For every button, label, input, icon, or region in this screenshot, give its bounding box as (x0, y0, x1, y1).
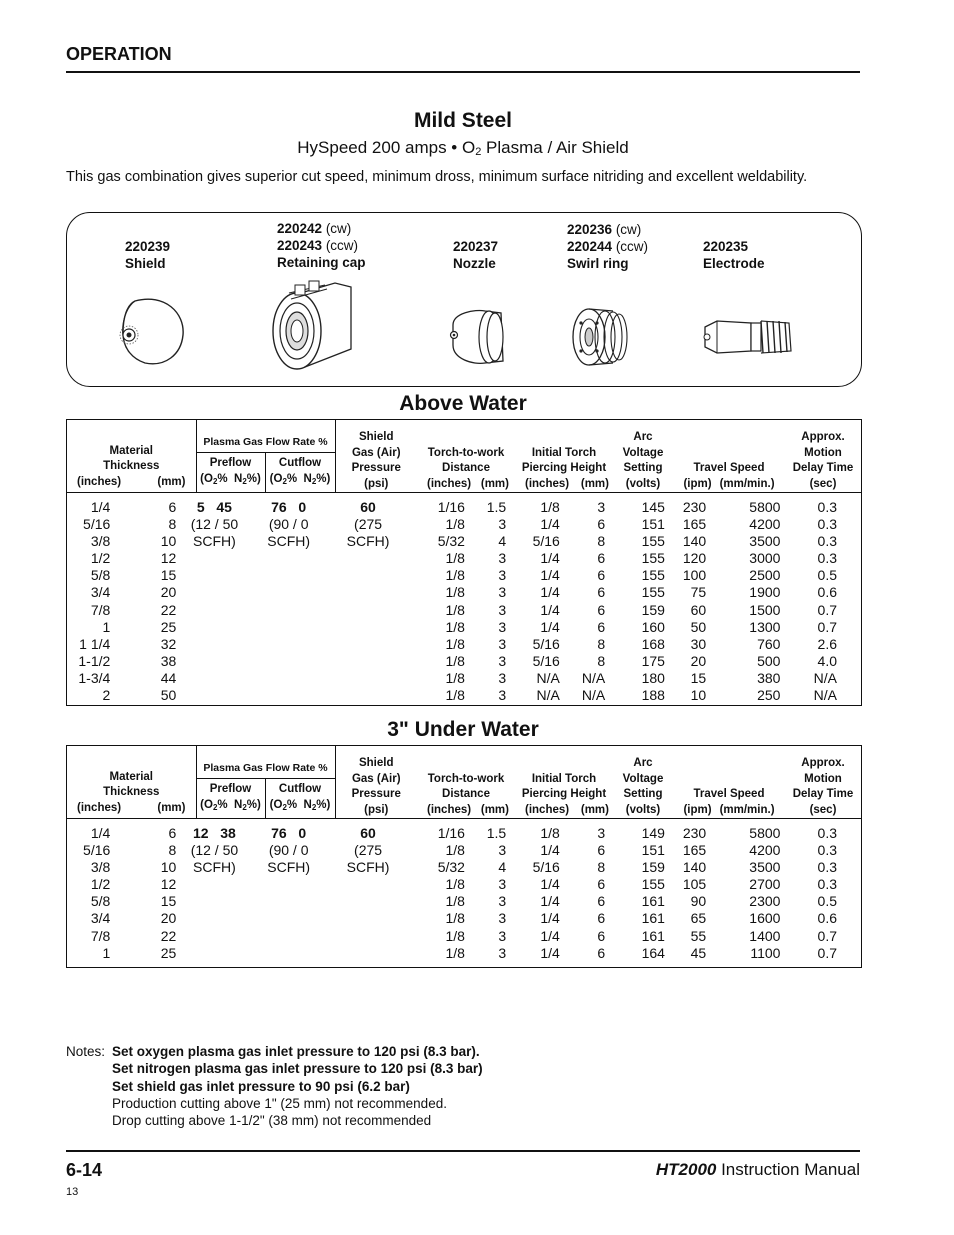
hdr-piercing: Initial Torch Piercing Height (inches) (mm) (521, 772, 609, 816)
table-row: 7/8 22 1/8 3 1/4 6 161 55 1400 0.7 (90, 927, 837, 944)
table-row: 5/8 15 1/8 3 1/4 6 161 90 2300 0.5 (90, 893, 837, 910)
table-row: 1/2 12 1/8 3 1/4 6 155 105 2700 0.3 (90, 876, 837, 893)
part-label-line: 220239 (125, 239, 171, 254)
hdr-shield: Shield Gas (Air) Pressure (psi) (351, 431, 401, 490)
part-label-line: 220236 (cw) (567, 222, 642, 237)
part-label-line: 220235 (703, 239, 749, 254)
footer-rule (66, 1150, 860, 1152)
hdr-arc-voltage: Arc Voltage Setting (volts) (622, 431, 664, 490)
above-water-table (66, 419, 862, 706)
hdr-plasma-flow: Plasma Gas Flow Rate % Preflow ($O_2\%$ $N_2\%$) Cutflow ($O_2\%$ $N_2\%$) (196, 420, 335, 493)
table-row: 5/8 15 1/8 3 1/4 6 155 100 2500 0.5 (90, 567, 837, 584)
part-label-line: 220244 (ccw) (567, 239, 649, 254)
part-label-line: 220243 (ccw) (277, 238, 359, 253)
table-row: 3/4 20 1/8 3 1/4 6 155 75 1900 0.6 (90, 584, 837, 601)
notes-block (66, 1043, 483, 1129)
swirl-ring-illustration (569, 303, 633, 371)
table-row: 3/4 20 1/8 3 1/4 6 161 65 1600 0.6 (90, 910, 837, 927)
note-line: Drop cutting above 1-1/2" (38 mm) not recommended (112, 1113, 432, 1129)
hdr-material: Material Thickness (inches) (mm) (77, 444, 186, 488)
table-row: 1 25 1/8 3 1/4 6 164 45 1100 0.7 (102, 944, 837, 961)
part-label-line: Electrode (703, 256, 765, 271)
part-nozzle-label (453, 238, 498, 272)
part-label-line: Retaining cap (277, 255, 366, 270)
table-row: 2 50 1/8 3 N/A N/A 188 10 250 N/A (102, 687, 837, 704)
table-row: 1-3/4 44 1/8 3 N/A N/A 180 15 380 N/A (78, 669, 837, 686)
retaining-cap-illustration (265, 279, 355, 375)
part-electrode-label (703, 238, 765, 272)
hdr-piercing: Initial Torch Piercing Height (inches) (mm) (521, 446, 609, 490)
shield-illustration (115, 293, 187, 369)
above-water-title: Above Water (399, 392, 527, 415)
page-title: Mild Steel (413, 109, 513, 132)
part-label-line: 220237 (453, 239, 499, 254)
note-line: Set oxygen plasma gas inlet pressure to 120 psi (8.3 bar). (112, 1044, 480, 1059)
part-label-line: Shield (125, 256, 166, 271)
part-retaining-cap-label (277, 220, 366, 271)
hdr-travel-speed: Travel Speed (ipm) (mm/min.) (683, 788, 775, 816)
hdr-distance: Torch-to-work Distance (inches) (mm) (427, 772, 509, 816)
sheet-number: 13 (66, 1186, 79, 1198)
hdr-distance: Torch-to-work Distance (inches) (mm) (427, 446, 509, 490)
note-line: Set nitrogen plasma gas inlet pressure to 120 psi (8.3 bar) (112, 1061, 483, 1077)
table-row: 3/8 10 SCFH) SCFH) SCFH) 5/32 4 5/16 8 159 140 3500 0.3 (90, 859, 837, 876)
table-row: 1/2 12 1/8 3 1/4 6 155 120 3000 0.3 (90, 550, 837, 567)
hdr-arc-voltage: Arc Voltage Setting (volts) (622, 757, 664, 816)
note-line: Set shield gas inlet pressure to 90 psi (6.2 bar) (112, 1078, 410, 1094)
hdr-plasma-flow: Plasma Gas Flow Rate % Preflow ($O_2\%$ $N_2\%$) Cutflow ($O_2\%$ $N_2\%$) (196, 746, 335, 819)
part-label-line: 220242 (cw) (277, 221, 352, 236)
part-label-line: Swirl ring (567, 256, 629, 271)
section-header: OPERATION (66, 44, 172, 64)
electrode-illustration (699, 313, 797, 361)
table-row: 3/8 10 SCFH) SCFH) SCFH) 5/32 4 5/16 8 155 140 3500 0.3 (90, 533, 837, 550)
table-row: 7/8 22 1/8 3 1/4 6 159 60 1500 0.7 (90, 601, 837, 618)
hdr-material: Material Thickness (inches) (mm) (77, 770, 186, 814)
hdr-travel-speed: Travel Speed (ipm) (mm/min.) (683, 462, 775, 490)
table-row: 1/4 6 5 45 76 0 60 1/16 1.5 1/8 3 145 230 5800 0.3 (90, 499, 837, 515)
table-row: 1 1/4 32 1/8 3 5/16 8 168 30 760 2.6 (79, 635, 837, 652)
hdr-shield: Shield Gas (Air) Pressure (psi) (351, 757, 401, 816)
page-subtitle: HySpeed 200 amps • O2 Plasma / Air Shield (297, 138, 629, 158)
notes-label: Notes: (66, 1044, 106, 1059)
table-row: 1 25 1/8 3 1/4 6 160 50 1300 0.7 (102, 618, 837, 635)
table-row: 5/16 8 (12 / 50 (90 / 0 (275 1/8 3 1/4 6 151 165 4200 0.3 (83, 516, 837, 533)
nozzle-illustration (445, 305, 509, 369)
manual-title: HT2000 Instruction Manual (655, 1160, 860, 1179)
consumables-panel (66, 212, 862, 387)
header-rule (66, 71, 860, 73)
table-row: 5/16 8 (12 / 50 (90 / 0 (275 1/8 3 1/4 6 151 165 4200 0.3 (83, 842, 837, 859)
intro-text: This gas combination gives superior cut speed, minimum dross, minimum surface nitriding and excellent weldability. (66, 169, 808, 185)
under-water-title: 3" Under Water (387, 718, 539, 741)
part-swirl-ring-label (567, 221, 648, 272)
part-label-line: Nozzle (453, 256, 496, 271)
part-shield-label (125, 238, 170, 272)
under-water-table (66, 745, 862, 968)
hdr-delay: Approx. Motion Delay Time (sec) (792, 757, 854, 816)
hdr-delay: Approx. Motion Delay Time (sec) (792, 431, 854, 490)
note-line: Production cutting above 1" (25 mm) not recommended. (112, 1095, 447, 1111)
page-number: 6-14 (66, 1160, 103, 1180)
table-row: 1-1/2 38 1/8 3 5/16 8 175 20 500 4.0 (78, 652, 837, 669)
table-row: 1/4 6 12 38 76 0 60 1/16 1.5 1/8 3 149 230 5800 0.3 (90, 825, 837, 841)
